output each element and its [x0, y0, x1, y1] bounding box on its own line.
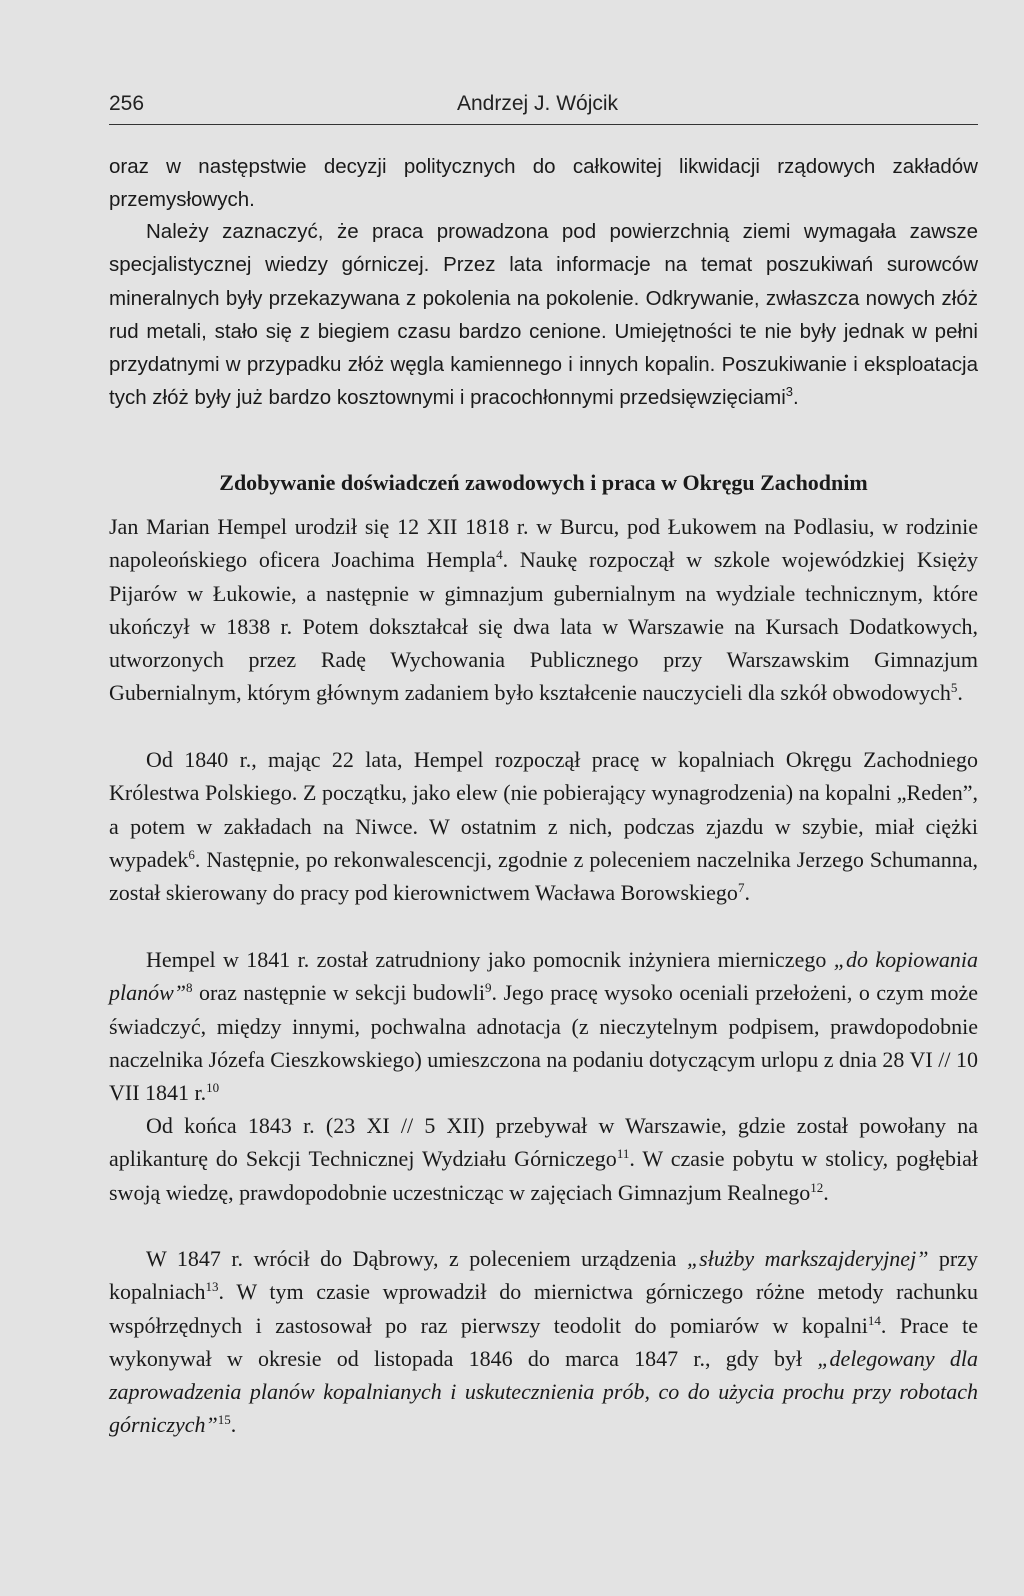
- section-heading: Zdobywanie doświadczeń zawodowych i praca w Okręgu Zachodnim: [219, 470, 868, 495]
- italic-quote: „do kopiowania planów”: [109, 947, 978, 1006]
- body-paragraph-5: W 1847 r. wrócił do Dąbrowy, z poleceniem urządzenia „służby markszajderyjnej” przy kopalniach$^{13}$. W tym czasie wprowadził do miernictwa górniczego różne metody rachunku współrzędnych i zastosował po raz pierwszy teodolit do pomiarów w kopalni$^{14}$. Prace te wykonywał w okresie od listopada 1846 do marca 1847 r., gdy był „delegowany dla zaprowadzenia planów kopalnianych i uskutecznienia prób, co do użycia prochu przy robotach górniczych”$^{15}$.: [109, 1246, 979, 1438]
- intro-paragraph-2: Należy zaznaczyć, że praca prowadzona pod powierzchnią ziemi wymagała zawsze specjalistycznej wiedzy górniczej. Przez lata informacje na temat poszukiwań surowców mineralnych były przekazywana z pokolenia na pokolenie. Odkrywanie, zwłaszcza nowych złóż rud metali, stało się z biegiem czasu bardzo cenione. Umiejętności te nie były jednak w pełni przydatnymi w przypadku złóż węgla kamiennego i innych kopalin. Poszukiwanie i eksploatacja tych złóż były już bardzo kosztownymi i pracochłonnymi przedsięwzięciami$^3$.: [109, 220, 978, 410]
- footnote-ref: 9: [485, 980, 492, 996]
- footnote-ref: 14: [867, 1312, 881, 1328]
- body-paragraph-2: Od 1840 r., mając 22 lata, Hempel rozpoczął pracę w kopalniach Okręgu Zachodniego Królestwa Polskiego. Z początku, jako elew (nie pobierający wynagrodzenia) na kopalni „Reden”, a potem w zakładach na Niwce. W ostatnim z nich, podczas zjazdu w szybie, miał ciężki wypadek$^6$. Następnie, po rekonwalescencji, zgodnie z poleceniem naczelnika Jerzego Schumanna, został skierowany do pracy pod kierownictwem Wacława Borowskiego$^7$.: [109, 747, 978, 906]
- body-paragraph-4: Od końca 1843 r. (23 XI // 5 XII) przebywał w Warszawie, gdzie został powołany na aplikanturę do Sekcji Technicznej Wydziału Górniczego$^{11}$. W czasie pobytu w stolicy, pogłębiał swoją wiedzę, prawdopodobnie uczestnicząc w zajęciach Gimnazjum Realnego$^{12}$.: [109, 1113, 979, 1205]
- italic-quote: „delegowany dla zaprowadzenia planów kopalnianych i uskutecznienia prób, co do użycia prochu przy robotach górniczych”: [109, 1345, 978, 1438]
- body-paragraph-3: Hempel w 1841 r. został zatrudniony jako pomocnik inżyniera mierniczego „do kopiowania planów”$^8$ oraz następnie w sekcji budowli$^9$. Jego pracę wysoko oceniali przełożeni, o czym może świadczyć, między innymi, pochwalna adnotacja (z nieczytelnym podpisem, prawdopodobnie naczelnika Józefa Cieszkowskiego) umieszczona na podaniu dotyczącym urlopu z dnia 28 VI // 10 VII 1841 r.$^{10}$: [109, 947, 978, 1106]
- page-number: 256: [109, 92, 145, 115]
- footnote-ref: 13: [205, 1279, 219, 1295]
- italic-quote: „służby markszajderyjnej”: [686, 1246, 929, 1271]
- footnote-ref: 8: [186, 980, 193, 996]
- footnote-ref: 15: [217, 1412, 231, 1428]
- body-paragraph-1: Jan Marian Hempel urodził się 12 XII 1818 r. w Burcu, pod Łukowem na Podlasiu, w rodzinie napoleońskiego oficera Joachima Hempla$^4$. Naukę rozpoczął w szkole wojewódzkiej Księży Pijarów w Łukowie, a następnie w gimnazjum gubernialnym na wydziale technicznym, które ukończył w 1838 r. Potem dokształcał się dwa lata w Warszawie na Kursach Dodatkowych, utworzonych przez Radę Wychowania Publicznego przy Warszawskim Gimnazjum Gubernialnym, którym głównym zadaniem było kształcenie nauczycieli dla szkół obwodowych$^5$.: [109, 514, 978, 706]
- running-header: [109, 92, 978, 122]
- footnote-ref: 12: [810, 1179, 824, 1195]
- footnote-ref: 4: [496, 547, 503, 563]
- footnote-ref: 3: [785, 384, 793, 400]
- footnote-ref: 7: [737, 880, 745, 896]
- footnote-ref: 6: [188, 846, 195, 862]
- footnote-ref: 11: [616, 1146, 630, 1162]
- footnote-ref: 10: [206, 1080, 220, 1096]
- header-rule: [109, 124, 978, 125]
- running-head-author: Andrzej J. Wójcik: [457, 92, 619, 115]
- footnote-ref: 5: [950, 680, 958, 696]
- intro-paragraph-1: oraz w następstwie decyzji politycznych do całkowitej likwidacji rządowych zakładów przemysłowych.: [109, 155, 978, 212]
